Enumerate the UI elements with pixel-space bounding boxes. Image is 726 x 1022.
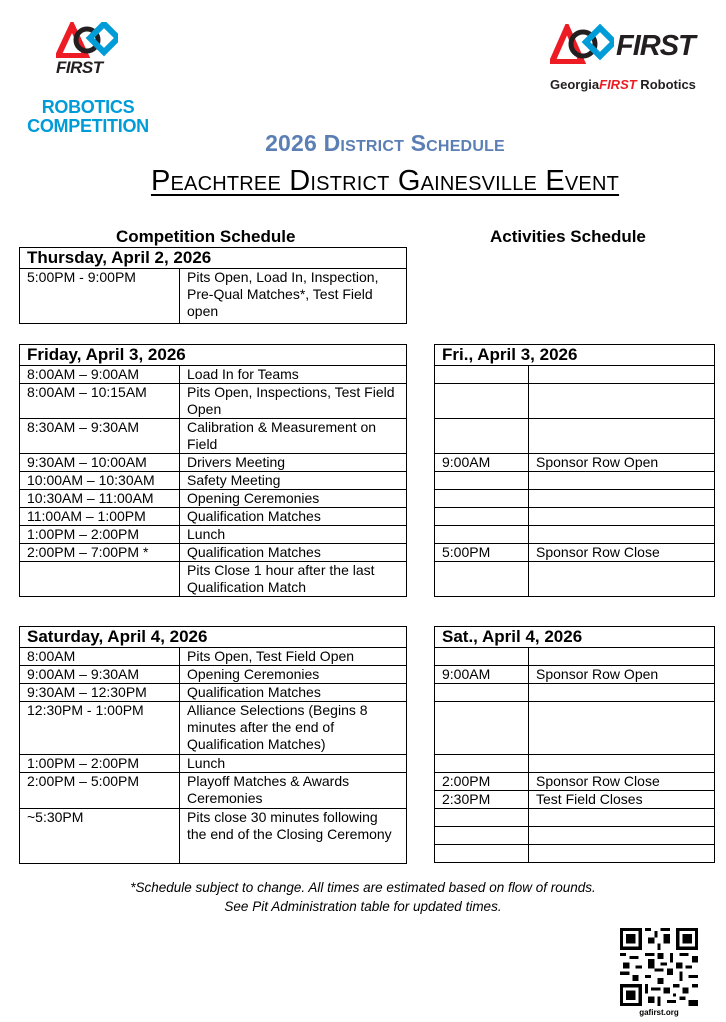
time-cell [435,684,529,702]
table-row [20,648,407,666]
event-cell: Pits Open, Test Field Open [180,648,407,666]
activities-schedule-heading: Activities Schedule [490,227,646,246]
table-row [435,384,715,419]
time-cell: 9:00AM – 9:30AM [20,666,180,684]
time-cell [435,827,529,845]
event-cell [529,419,715,454]
event-cell: Calibration & Measurement on Field [180,419,407,454]
friday-schedule-table [19,344,407,597]
first-robotics-competition-logo [18,18,158,136]
time-cell: 10:00AM – 10:30AM [20,472,180,490]
table-row [435,684,715,702]
event-cell: Qualification Matches [180,508,407,526]
time-cell: ~5:30PM [20,809,180,864]
table-row [20,419,407,454]
first-mark-icon [56,22,118,58]
event-cell: Drivers Meeting [180,454,407,472]
event-cell: Lunch [180,755,407,773]
time-cell [20,562,180,597]
table-row [20,773,407,809]
table-row [20,366,407,384]
footnote-line-2: See Pit Administration table for updated times. [224,899,502,914]
friday-activities-table [434,344,715,597]
schedule-footnote [0,878,726,916]
time-cell: 1:00PM – 2:00PM [20,526,180,544]
event-cell: Sponsor Row Open [529,454,715,472]
time-cell: 8:00AM – 10:15AM [20,384,180,419]
event-cell: Load In for Teams [180,366,407,384]
frc-competition-text: COMPETITION [27,116,149,136]
schedule-title: 2026 District Schedule [265,130,505,156]
table-row [435,666,715,684]
event-cell: Lunch [180,526,407,544]
table-row [20,508,407,526]
saturday-schedule-table [19,626,407,864]
event-cell [529,562,715,597]
table-row [435,562,715,597]
table-row [435,544,715,562]
time-cell: 9:30AM – 12:30PM [20,684,180,702]
table-row [435,366,715,384]
time-cell: 2:00PM – 7:00PM * [20,544,180,562]
time-cell: 2:00PM – 5:00PM [20,773,180,809]
time-cell: 8:00AM [20,648,180,666]
ga-name-text: GeorgiaFIRST Robotics [550,77,696,92]
event-cell [529,508,715,526]
event-cell: Pits Close 1 hour after the last Qualification Match [180,562,407,597]
table-row [20,809,407,864]
table-row [435,490,715,508]
event-cell [529,845,715,863]
table-row [20,384,407,419]
table-row [435,773,715,791]
event-cell: Playoff Matches & Awards Ceremonies [180,773,407,809]
time-cell [435,702,529,755]
footnote-line-1: *Schedule subject to change. All times are estimated based on flow of rounds. [130,880,596,895]
table-row [435,648,715,666]
day-header: Thursday, April 2, 2026 [20,248,407,269]
time-cell [435,526,529,544]
table-row [435,702,715,755]
event-cell [529,809,715,827]
time-cell: 9:30AM – 10:00AM [20,454,180,472]
table-row [20,472,407,490]
time-cell [435,384,529,419]
table-row [435,809,715,827]
day-header: Friday, April 3, 2026 [20,345,407,366]
time-cell [435,366,529,384]
event-cell: Sponsor Row Close [529,773,715,791]
table-row [20,755,407,773]
table-row [435,419,715,454]
time-cell [435,562,529,597]
event-cell: Safety Meeting [180,472,407,490]
event-cell: Alliance Selections (Begins 8 minutes after the end of Qualification Matches) [180,702,407,755]
time-cell: 1:00PM – 2:00PM [20,755,180,773]
time-cell: 5:00PM - 9:00PM [20,269,180,324]
event-cell: Sponsor Row Close [529,544,715,562]
event-cell [529,755,715,773]
time-cell [435,845,529,863]
georgia-first-robotics-logo [546,22,716,102]
event-cell [529,827,715,845]
event-cell [529,526,715,544]
event-cell: Qualification Matches [180,544,407,562]
thursday-schedule-table [19,247,407,324]
time-cell [435,648,529,666]
time-cell [435,755,529,773]
table-row [20,490,407,508]
table-row [20,684,407,702]
qr-code-icon[interactable] [620,928,698,1006]
time-cell [435,472,529,490]
qr-caption: gafirst.org [639,1008,679,1017]
event-cell: Test Field Closes [529,791,715,809]
table-row [435,454,715,472]
time-cell [435,419,529,454]
table-row [435,472,715,490]
frc-first-wordmark: FIRST [56,58,103,77]
event-cell [529,366,715,384]
event-cell: Qualification Matches [180,684,407,702]
time-cell: 2:30PM [435,791,529,809]
day-header: Fri., April 3, 2026 [435,345,715,366]
time-cell: 11:00AM – 1:00PM [20,508,180,526]
saturday-activities-table [434,626,715,863]
time-cell [435,508,529,526]
table-row [435,508,715,526]
time-cell: 8:30AM – 9:30AM [20,419,180,454]
time-cell [435,809,529,827]
event-cell: Pits close 30 minutes following the end of the Closing Ceremony [180,809,407,864]
time-cell: 9:00AM [435,666,529,684]
table-row [20,454,407,472]
table-row [20,526,407,544]
frc-robotics-text: ROBOTICS [41,97,135,117]
time-cell: 8:00AM – 9:00AM [20,366,180,384]
table-row [20,269,407,324]
event-cell: Pits Open, Inspections, Test Field Open [180,384,407,419]
ga-first-wordmark: FIRST [616,30,695,62]
event-cell [529,702,715,755]
event-title: Peachtree District Gainesville Event [150,165,620,197]
table-row [435,845,715,863]
table-row [435,755,715,773]
table-row [20,666,407,684]
event-cell [529,384,715,419]
day-header: Saturday, April 4, 2026 [20,627,407,648]
competition-schedule-heading: Competition Schedule [116,227,296,246]
event-cell: Opening Ceremonies [180,490,407,508]
event-cell [529,648,715,666]
table-row [435,526,715,544]
table-row [20,562,407,597]
time-cell: 5:00PM [435,544,529,562]
time-cell: 2:00PM [435,773,529,791]
table-row [20,544,407,562]
event-cell [529,490,715,508]
time-cell: 10:30AM – 11:00AM [20,490,180,508]
event-cell: Sponsor Row Open [529,666,715,684]
first-mark-icon [550,24,614,64]
event-cell [529,684,715,702]
time-cell: 9:00AM [435,454,529,472]
table-row [20,702,407,755]
table-row [435,827,715,845]
time-cell [435,490,529,508]
event-cell: Pits Open, Load In, Inspection, Pre-Qual Matches*, Test Field open [180,269,407,324]
event-cell [529,472,715,490]
time-cell: 12:30PM - 1:00PM [20,702,180,755]
day-header: Sat., April 4, 2026 [435,627,715,648]
table-row [435,791,715,809]
event-cell: Opening Ceremonies [180,666,407,684]
